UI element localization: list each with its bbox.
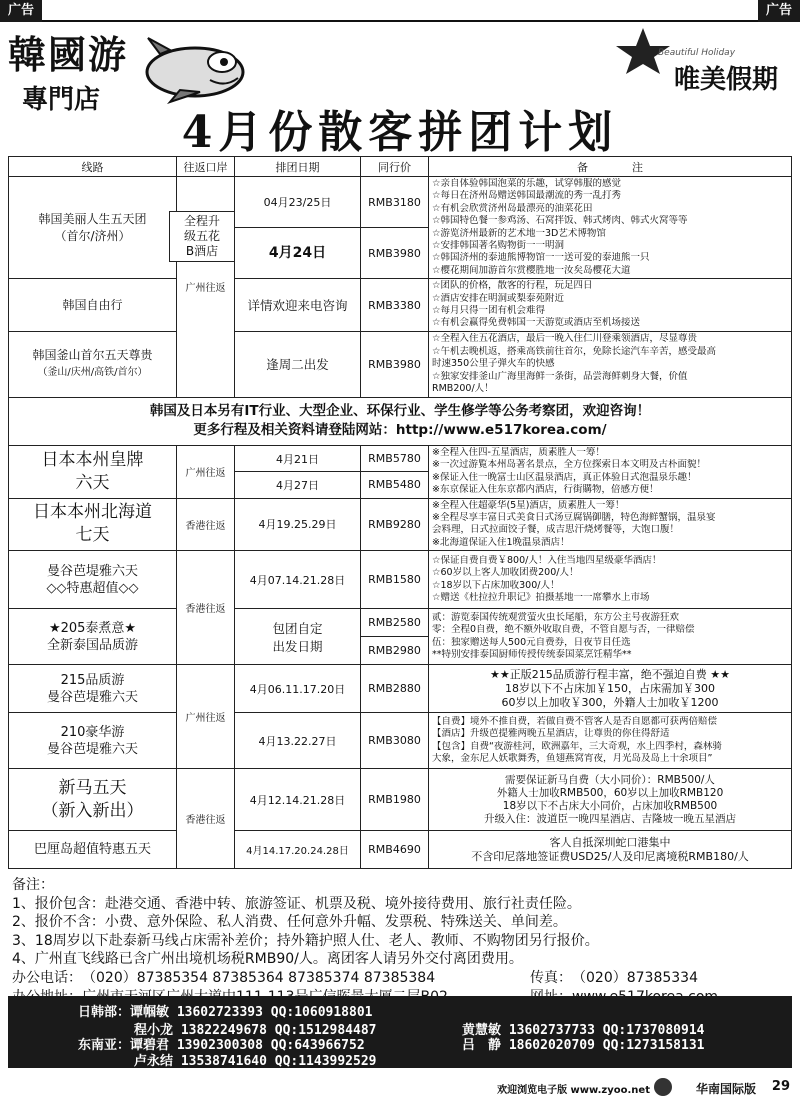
table-row	[9, 831, 792, 869]
date-cell	[235, 609, 361, 665]
note-line: ☆独家安排釜山广海里海鲜一条街，品尝海鲜刺身大餐，价值	[432, 370, 688, 382]
note-line: ☆樱花期间加游首尔赏樱胜地一汝矣岛樱花大道	[432, 264, 631, 276]
route-thai-budget	[9, 551, 177, 609]
note-line: ☆游览济州最新的艺术地一3D艺术博物馆	[432, 227, 606, 239]
port-cell: 香港往返	[177, 769, 235, 869]
price-cell: RMB3380	[361, 279, 429, 332]
route-thai-210	[9, 713, 177, 769]
remark-item: 1、报价包含：赴港交通、香港中转、旅游签证、机票及税、境外接待费用、旅行社责任险。	[12, 895, 581, 912]
contact-line: 东南亚：谭碧君 13902300308 QQ:643966752	[78, 1038, 365, 1053]
notes-cell	[429, 331, 792, 397]
date-cell: 逢周二出发	[235, 331, 361, 397]
phone-numbers: （020）87385354 87385364 87385374 87385384	[82, 969, 436, 986]
table-row	[9, 665, 792, 713]
route-sub: （釜山/庆州/高铁/首尔）	[37, 367, 148, 379]
contact-line: 日韩部：谭帼敏 13602723393 QQ:1060918801	[78, 1005, 373, 1020]
port-cell	[177, 177, 235, 398]
brand-logo	[608, 26, 778, 96]
info-line1: 韩国及日本另有IT行业、大型企业、环保行业、学生修学等公务考察团，欢迎咨询！	[149, 403, 651, 420]
notes-cell	[429, 713, 792, 769]
hq-logo-icon	[654, 1078, 672, 1096]
note-line: ※全程入住四-五星酒店，质素胜人一筹！	[432, 446, 605, 458]
route-sub: 全新泰国品质游	[46, 637, 138, 653]
route-thai-205	[9, 609, 177, 665]
route-bali: 巴厘岛超值特惠五天	[9, 831, 177, 869]
price-cell: RMB1580	[361, 551, 429, 609]
date-cell: 4月19.25.29日	[235, 498, 361, 551]
zyoo-link[interactable]: 欢迎浏览电子版 www.zyoo.net	[497, 1085, 650, 1096]
route-korea-free: 韩国自由行	[9, 279, 177, 332]
route-japan-hokkaido	[9, 498, 177, 551]
route-japan-honshu	[9, 445, 177, 498]
remark-item: 3、18周岁以下赴泰新马线占床需补差价；持外籍护照人仕、老人、教师、不购物团另行报价。	[12, 932, 599, 949]
remarks-heading: 备注：	[12, 877, 54, 893]
remarks-section	[12, 876, 788, 1006]
remark-item: 4、广州直飞线路已含广州出境机场税RMB90/人。离团客人请另外交付离团费用。	[12, 951, 523, 968]
note-line: 贰：游览泰国传统观赏萤火虫长尾船，东方公主号夜游狂欢	[432, 611, 680, 623]
note-line: ☆每日在济州岛赠送韩国最潮流的秀一乱打秀	[432, 190, 622, 202]
table-row	[9, 397, 792, 445]
route-sub: 曼谷芭堤雅六天	[46, 741, 138, 757]
route-thai-215	[9, 665, 177, 713]
note-line: **特别安排泰国厨师传授传统泰国菜烹饪精华**	[432, 649, 632, 661]
note-line: 升级入住：波道臣一晚四星酒店、吉隆坡一晚五星酒店	[484, 812, 736, 825]
price-cell: RMB2980	[361, 637, 429, 665]
date-line1: 包团自定	[272, 620, 323, 636]
notes-cell	[429, 551, 792, 609]
price-cell: RMB9280	[361, 498, 429, 551]
note-line: ☆有机会欣赏济州岛最漂亮的油菜花田	[432, 202, 593, 214]
route-name: 新马五天	[58, 777, 127, 798]
notes-cell	[429, 665, 792, 713]
contact-line: 吕 静 18602020709 QQ:1273158131	[462, 1038, 705, 1053]
price-cell: RMB5480	[361, 472, 429, 498]
page-number: 29	[771, 1079, 790, 1094]
header-notes: 备 注	[429, 157, 792, 177]
note-line: ※北海道保证入住1晚温泉酒店！	[432, 536, 570, 548]
note-line: ☆保证自费自费￥800/人！入住当地四星级豪华酒店！	[432, 554, 662, 566]
table-row	[9, 769, 792, 831]
note-line: ☆18岁以下占床加收300/人！	[432, 579, 560, 591]
contacts-bar	[8, 996, 792, 1068]
table-row	[9, 713, 792, 769]
note-line: 60岁以上加收￥300，外籍人士加收￥1200	[501, 695, 719, 709]
info-banner	[9, 397, 792, 445]
logo-line1: 韓國游	[8, 32, 129, 77]
note-line: ☆韩国济州的泰迪熊博物馆一一送可爱的泰迪熊一只	[432, 252, 650, 264]
port-cell: 香港往返	[177, 498, 235, 551]
note-line: 大象，金东尼人妖歌舞秀，鱼翅燕窝宵夜，月光岛及岛上十余项目”	[432, 753, 713, 765]
table-row	[9, 177, 792, 228]
brand-script: Beautiful Holiday	[658, 48, 736, 58]
note-line: 零：全程0自费，绝不额外收取自费，不管自愿与否，一律赔偿	[432, 624, 695, 636]
note-line: 伍：独家赠送每人500元自费券，日夜节目任选	[432, 636, 631, 648]
top-rule	[42, 20, 758, 22]
contact-line: 程小龙 13822249678 QQ:1512984487	[134, 1023, 377, 1038]
route-sub: 曼谷芭堤雅六天	[46, 689, 138, 705]
note-line: 时速350公里子弹火车的快感	[432, 358, 555, 370]
notes-cell	[429, 831, 792, 869]
note-line: ☆60岁以上客人加收团费200/人！	[432, 567, 579, 579]
note-line: ※一次过游覧本州岛著名景点，全方位探索日本文明及古朴面貌！	[432, 459, 706, 471]
note-line: 【包含】自费“夜游桂河，欧洲嘉年，三大奇观，水上四季村，森林骑	[432, 740, 722, 752]
date-cell: 4月12.14.21.28日	[235, 769, 361, 831]
note-line: ★★正版215品质游行程丰富，绝不强迫自费 ★★	[490, 667, 730, 681]
upgrade-badge	[169, 211, 235, 262]
note-line: 客人自抵深圳蛇口港集中	[549, 835, 671, 849]
note-line: 【酒店】升级芭提雅两晚五星酒店，让尊贵的你住得舒适	[432, 728, 670, 740]
port-cell: 广州往返	[177, 665, 235, 769]
ad-label-right: 广告	[758, 0, 800, 22]
note-line: ☆安排韩国著名购物街一一明洞	[432, 240, 565, 252]
date-cell: 4月13.22.27日	[235, 713, 361, 769]
route-sub: 七天	[75, 525, 110, 546]
notes-cell	[429, 498, 792, 551]
route-korea-busan	[9, 331, 177, 397]
tour-schedule-table	[8, 156, 792, 869]
header-price: 同行价	[361, 157, 429, 177]
note-line: ※东京保证入住东京都内酒店，行街購物，倍感方便！	[432, 484, 659, 496]
route-korea-beauty	[9, 177, 177, 279]
note-line: 18岁以下不占床大小同价，占床加收RMB500	[502, 799, 718, 812]
note-line: 外籍人士加收RMB500，60岁以上加收RMB120	[496, 786, 724, 799]
route-sg-my	[9, 769, 177, 831]
date-cell: 4月21日	[235, 445, 361, 471]
date-cell: 详情欢迎来电咨询	[235, 279, 361, 332]
upgrade-line1: 全程升	[183, 214, 220, 228]
note-line: ☆午机去晚机返，搭乘高铁前往首尔，免除长途汽车辛苦，感受最高	[432, 345, 717, 357]
header-port: 往返口岸	[177, 157, 235, 177]
contact-line: 黄慧敏 13602737733 QQ:1737080914	[462, 1023, 705, 1038]
note-line: ☆团队的价格，散客的行程，玩足四日	[432, 280, 593, 292]
note-line: ☆韩国特色餐一参鸡汤、石窝拌饭、韩式烤肉、韩式火窝等等	[432, 215, 688, 227]
price-cell: RMB3180	[361, 177, 429, 228]
date-cell: 04月23/25日	[235, 177, 361, 228]
port-label: 广州往返	[185, 283, 226, 295]
upgrade-line2: 级五花	[183, 229, 220, 243]
logo-line2: 專門店	[22, 85, 101, 115]
route-name: 韩国美丽人生五天团	[38, 211, 147, 226]
notes-cell	[429, 279, 792, 332]
note-line: 18岁以下不占床加￥150，占床需加￥300	[505, 681, 715, 695]
contact-line: 卢永结 13538741640 QQ:1143992529	[134, 1054, 377, 1069]
route-name: 曼谷芭堤雅六天	[46, 563, 138, 579]
cartoon-plane-icon	[140, 34, 250, 104]
port-cell: 香港往返	[177, 551, 235, 665]
note-line: 【自费】境外不推自费，若做自费不管客人是否自愿都可获两倍赔偿	[432, 715, 718, 727]
date-cell: 4月14.17.20.24.28日	[235, 831, 361, 869]
note-line: ☆赠送《杜拉拉升职记》拍摄基地一一席攀水上市场	[432, 592, 650, 604]
route-name: 215品质游	[60, 672, 125, 688]
price-cell: RMB5780	[361, 445, 429, 471]
notes-cell	[429, 609, 792, 665]
price-cell: RMB3980	[361, 331, 429, 397]
table-header-row	[9, 157, 792, 177]
phone-row	[12, 969, 788, 988]
notes-cell	[429, 177, 792, 279]
date-cell: 4月06.11.17.20日	[235, 665, 361, 713]
route-name: 210豪华游	[60, 724, 125, 740]
route-name: ★205泰煮意★	[48, 620, 137, 636]
date-cell: 4月07.14.21.28日	[235, 551, 361, 609]
price-cell: RMB3080	[361, 713, 429, 769]
route-name: 日本本州皇牌	[41, 449, 144, 470]
route-sub: 六天	[75, 472, 110, 493]
price-cell: RMB4690	[361, 831, 429, 869]
table-row	[9, 445, 792, 471]
port-cell: 广州往返	[177, 445, 235, 498]
price-cell: RMB2580	[361, 609, 429, 637]
route-sub: ◇◇特惠超值◇◇	[46, 580, 139, 596]
date-line2: 出发日期	[272, 638, 323, 654]
edition-label: 华南国际版	[695, 1082, 756, 1096]
page-title: 4月份散客拼团计划	[181, 107, 619, 158]
note-line: ☆全程入住五花酒店，最后一晚入住仁川登乘领酒店，尽显尊贵	[432, 333, 698, 345]
note-line: 会料理，日式拉面饺子餐，成吉思汗烧烤餐等，大饱口腹！	[432, 524, 680, 536]
info-line2[interactable]: 更多行程及相关资料请登陆网站：http://www.e517korea.com/	[193, 422, 607, 439]
table-row	[9, 551, 792, 609]
remark-item: 2、报价不含：小费、意外保险、私人消费、任何意外升幅、发票税、特殊送关、单间差。	[12, 914, 567, 931]
fax-label: 传真：	[530, 969, 572, 986]
note-line: ☆每月只得一团有机会难得	[432, 305, 546, 317]
table-row	[9, 498, 792, 551]
note-line: ※全程尽享丰富日式美食日式汤豆腐锅御膳，特色海鲜蟹锅，温泉宴	[432, 511, 716, 523]
note-line: 不含印尼落地签证费USD25/人及印尼离境税RMB180/人	[471, 849, 749, 863]
note-line: 需要保证新马自费（大小同价）：RMB500/人	[505, 773, 715, 786]
note-line: ☆有机会赢得免费韩国一天游览或酒店至机场接送	[432, 317, 641, 329]
route-sub: （新入新出）	[41, 800, 144, 821]
note-line: ※全程入住超豪华(5星)酒店，质素胜人一筹！	[432, 499, 625, 511]
route-name: 日本本州北海道	[33, 502, 152, 523]
table-row	[9, 331, 792, 397]
note-line: ※保证入住一晚富士山区温泉酒店，真正体验日式泡温泉乐趣！	[432, 471, 697, 483]
table-row	[9, 609, 792, 637]
note-line: ☆酒店安排在明洞或梨泰苑附近	[432, 292, 565, 304]
fax-number: （020）87385334	[572, 969, 698, 986]
date-cell: 4月27日	[235, 472, 361, 498]
ad-label-left: 广告	[0, 0, 42, 22]
note-line: ☆亲自体验韩国泡菜的乐趣，试穿韩服的感觉	[432, 178, 622, 189]
page-footer	[0, 1076, 800, 1100]
price-cell: RMB2880	[361, 665, 429, 713]
phone-label: 办公电话：	[12, 969, 82, 986]
notes-cell	[429, 445, 792, 498]
date-cell: 4月24日	[235, 228, 361, 279]
table-row	[9, 279, 792, 332]
price-cell: RMB3980	[361, 228, 429, 279]
route-sub: （首尔/济州）	[54, 228, 131, 243]
brand-name: 唯美假期	[673, 65, 778, 95]
note-line: RMB200/人！	[432, 382, 494, 394]
header-date: 排团日期	[235, 157, 361, 177]
price-cell: RMB1980	[361, 769, 429, 831]
upgrade-line3: B酒店	[185, 244, 219, 258]
notes-cell	[429, 769, 792, 831]
route-name: 韩国釜山首尔五天尊贵	[32, 348, 153, 363]
header-route: 线路	[9, 157, 177, 177]
